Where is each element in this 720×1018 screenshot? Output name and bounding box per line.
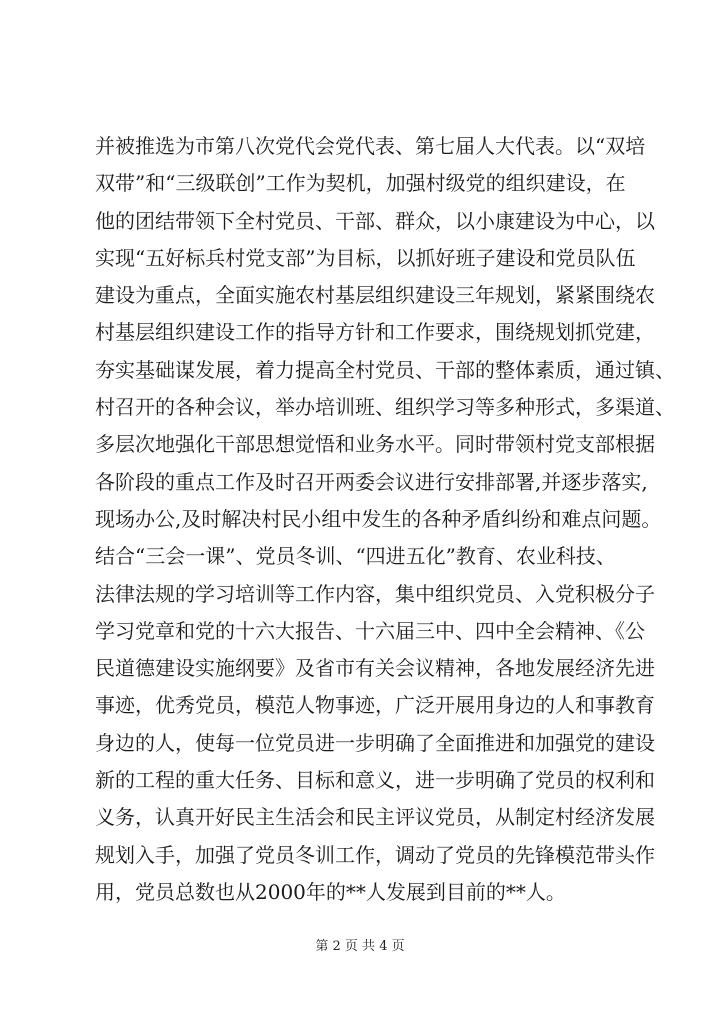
text-line: 他的团结带领下全村党员、干部、群众，以小康建设为中心，以 [95, 208, 655, 233]
text-line: 各阶段的重点工作及时召开两委会议进行安排部署,并逐步落实, [95, 469, 648, 494]
text-line: 民道德建设实施纲要》及省市有关会议精神，各地发展经济先进 [95, 656, 655, 681]
text-line: 多层次地强化干部思想觉悟和业务水平。同时带领村党支部根据 [95, 432, 655, 457]
text-line: 事迹，优秀党员，模范人物事迹，广泛开展用身边的人和事教育 [95, 693, 655, 718]
text-line: 法律法规的学习培训等工作内容，集中组织党员、入党积极分子 [95, 581, 655, 606]
text-line: 现场办公,及时解决村民小组中发生的各种矛盾纠纷和难点问题。 [95, 506, 662, 531]
text-line: 学习党章和党的十六大报告、十六届三中、四中全会精神、《公 [95, 618, 645, 643]
text-line: 双带”和“三级联创”工作为契机，加强村级党的组织建设，在 [95, 171, 626, 196]
text-line: 并被推选为市第八次党代会党代表、第七届人大代表。以“双培 [95, 134, 646, 158]
text-line: 结合“三会一课”、党员冬训、“四进五化”教育、农业科技、 [95, 544, 616, 569]
text-line: 义务，认真开好民主生活会和民主评议党员，从制定村经济发展 [95, 805, 655, 830]
text-line: 实现“五好标兵村党支部”为目标，以抓好班子建设和党员队伍 [95, 245, 636, 270]
text-line: 夯实基础谋发展，着力提高全村党员、干部的整体素质，通过镇、 [95, 357, 675, 382]
text-line: 身边的人，使每一位党员进一步明确了全面推进和加强党的建设 [95, 730, 655, 755]
text-line: 村召开的各种会议，举办培训班、组织学习等多种形式，多渠道、 [95, 395, 675, 420]
body-paragraph [95, 128, 675, 911]
text-line: 村基层组织建设工作的指导方针和工作要求，围绕规划抓党建， [95, 320, 655, 345]
text-line: 用，党员总数也从2000年的**人发展到目前的**人。 [95, 879, 566, 904]
text-line: 新的工程的重大任务、目标和意义，进一步明确了党员的权利和 [95, 768, 655, 793]
text-line: 规划入手，加强了党员冬训工作，调动了党员的先锋模范带头作 [95, 842, 655, 867]
text-line: 建设为重点，全面实施农村基层组织建设三年规划，紧紧围绕农 [95, 283, 655, 308]
page-number-footer: 第 2 页 共 4 页 [315, 939, 405, 954]
